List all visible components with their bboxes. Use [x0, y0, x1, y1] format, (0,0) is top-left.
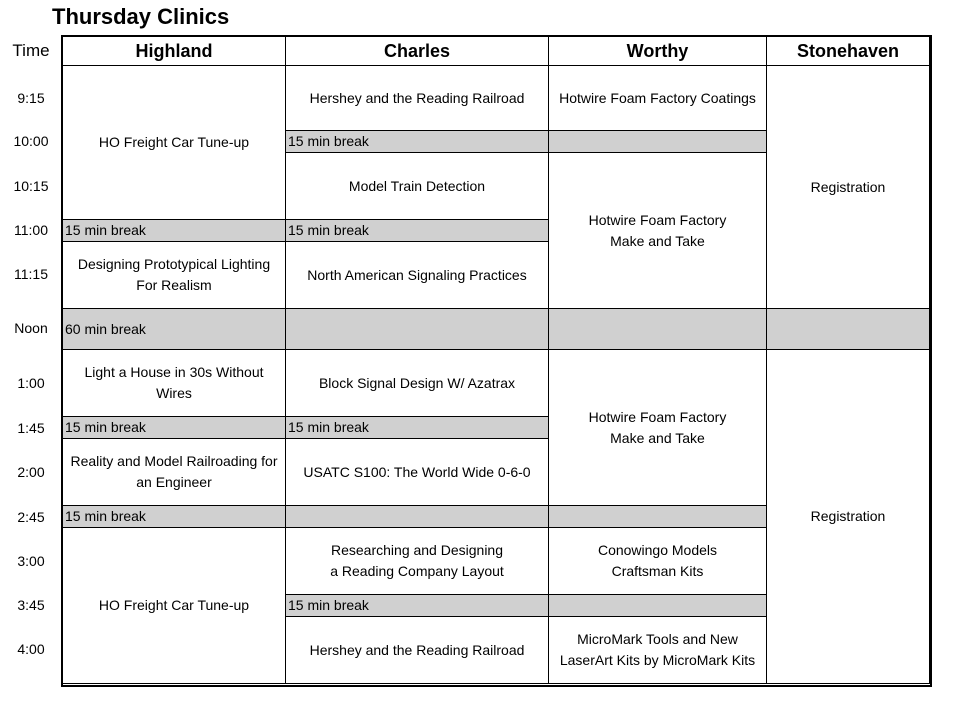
session-cell: Registration — [767, 66, 930, 309]
session-line: Hotwire Foam Factory — [588, 211, 727, 228]
room-header-charles: Charles — [286, 37, 549, 66]
session-cell: Hershey and the Reading Railroad — [286, 617, 549, 684]
session-cell: Model Train Detection — [286, 153, 549, 220]
time-label: 1:00 — [17, 375, 45, 391]
break-cell: 15 min break — [63, 506, 286, 528]
session-line: MicroMark Tools and New — [577, 631, 738, 647]
break-cell — [286, 309, 549, 350]
session-cell: Registration — [767, 350, 930, 684]
break-cell: 15 min break — [286, 131, 549, 153]
break-cell: 15 min break — [63, 417, 286, 439]
break-cell — [549, 506, 767, 528]
time-label: 2:00 — [17, 464, 45, 480]
time-label: 3:00 — [17, 553, 45, 569]
session-line: LaserArt Kits by MicroMark Kits — [559, 652, 756, 668]
page-title: Thursday Clinics — [52, 4, 230, 29]
session-line: Make and Take — [610, 232, 705, 249]
break-cell — [549, 595, 767, 617]
break-cell: 15 min break — [286, 595, 549, 617]
session-cell — [549, 153, 767, 309]
time-label: 1:45 — [17, 420, 45, 436]
session-cell: Hotwire Foam Factory Coatings — [549, 66, 767, 131]
session-line: Craftsman Kits — [611, 563, 704, 579]
break-cell: 15 min break — [286, 220, 549, 242]
room-header-highland: Highland — [63, 37, 286, 66]
session-line: a Reading Company Layout — [330, 563, 504, 579]
session-line: Make and Take — [610, 429, 705, 446]
time-label: 2:45 — [17, 509, 45, 525]
session-cell: USATC S100: The World Wide 0-6-0 — [286, 439, 549, 506]
room-header-stonehaven: Stonehaven — [767, 37, 930, 66]
time-label: 10:15 — [13, 178, 49, 194]
session-line: Hotwire Foam Factory — [588, 408, 727, 425]
session-cell: HO Freight Car Tune-up — [63, 528, 286, 684]
session-cell: Hershey and the Reading Railroad — [286, 66, 549, 131]
time-label: 11:00 — [14, 222, 48, 238]
time-column-header: Time — [12, 41, 50, 60]
session-cell: Reality and Model Railroading for an Engineer — [63, 439, 286, 506]
session-cell: HO Freight Car Tune-up — [63, 66, 286, 220]
schedule-table — [62, 36, 930, 684]
room-header-worthy: Worthy — [549, 37, 767, 66]
break-cell — [286, 506, 549, 528]
break-cell: 60 min break — [63, 309, 286, 350]
time-label: Noon — [14, 320, 48, 336]
session-cell — [286, 528, 549, 595]
time-label: 10:00 — [13, 133, 49, 149]
time-label: 4:00 — [17, 641, 45, 657]
break-cell — [549, 131, 767, 153]
time-label: 9:15 — [17, 90, 45, 106]
session-cell — [549, 617, 767, 684]
session-line: Researching and Designing — [331, 542, 503, 558]
break-cell — [767, 309, 930, 350]
session-cell: Designing Prototypical Lighting For Realism — [63, 242, 286, 309]
session-line: Conowingo Models — [597, 542, 718, 558]
break-cell: 15 min break — [63, 220, 286, 242]
time-label: 3:45 — [17, 597, 45, 613]
session-cell — [549, 528, 767, 595]
break-cell — [549, 309, 767, 350]
break-cell: 15 min break — [286, 417, 549, 439]
time-label: 11:15 — [14, 266, 48, 282]
session-cell: Block Signal Design W/ Azatrax — [286, 350, 549, 417]
session-cell: North American Signaling Practices — [286, 242, 549, 309]
session-cell: Light a House in 30s Without Wires — [63, 350, 286, 417]
session-cell — [549, 350, 767, 506]
